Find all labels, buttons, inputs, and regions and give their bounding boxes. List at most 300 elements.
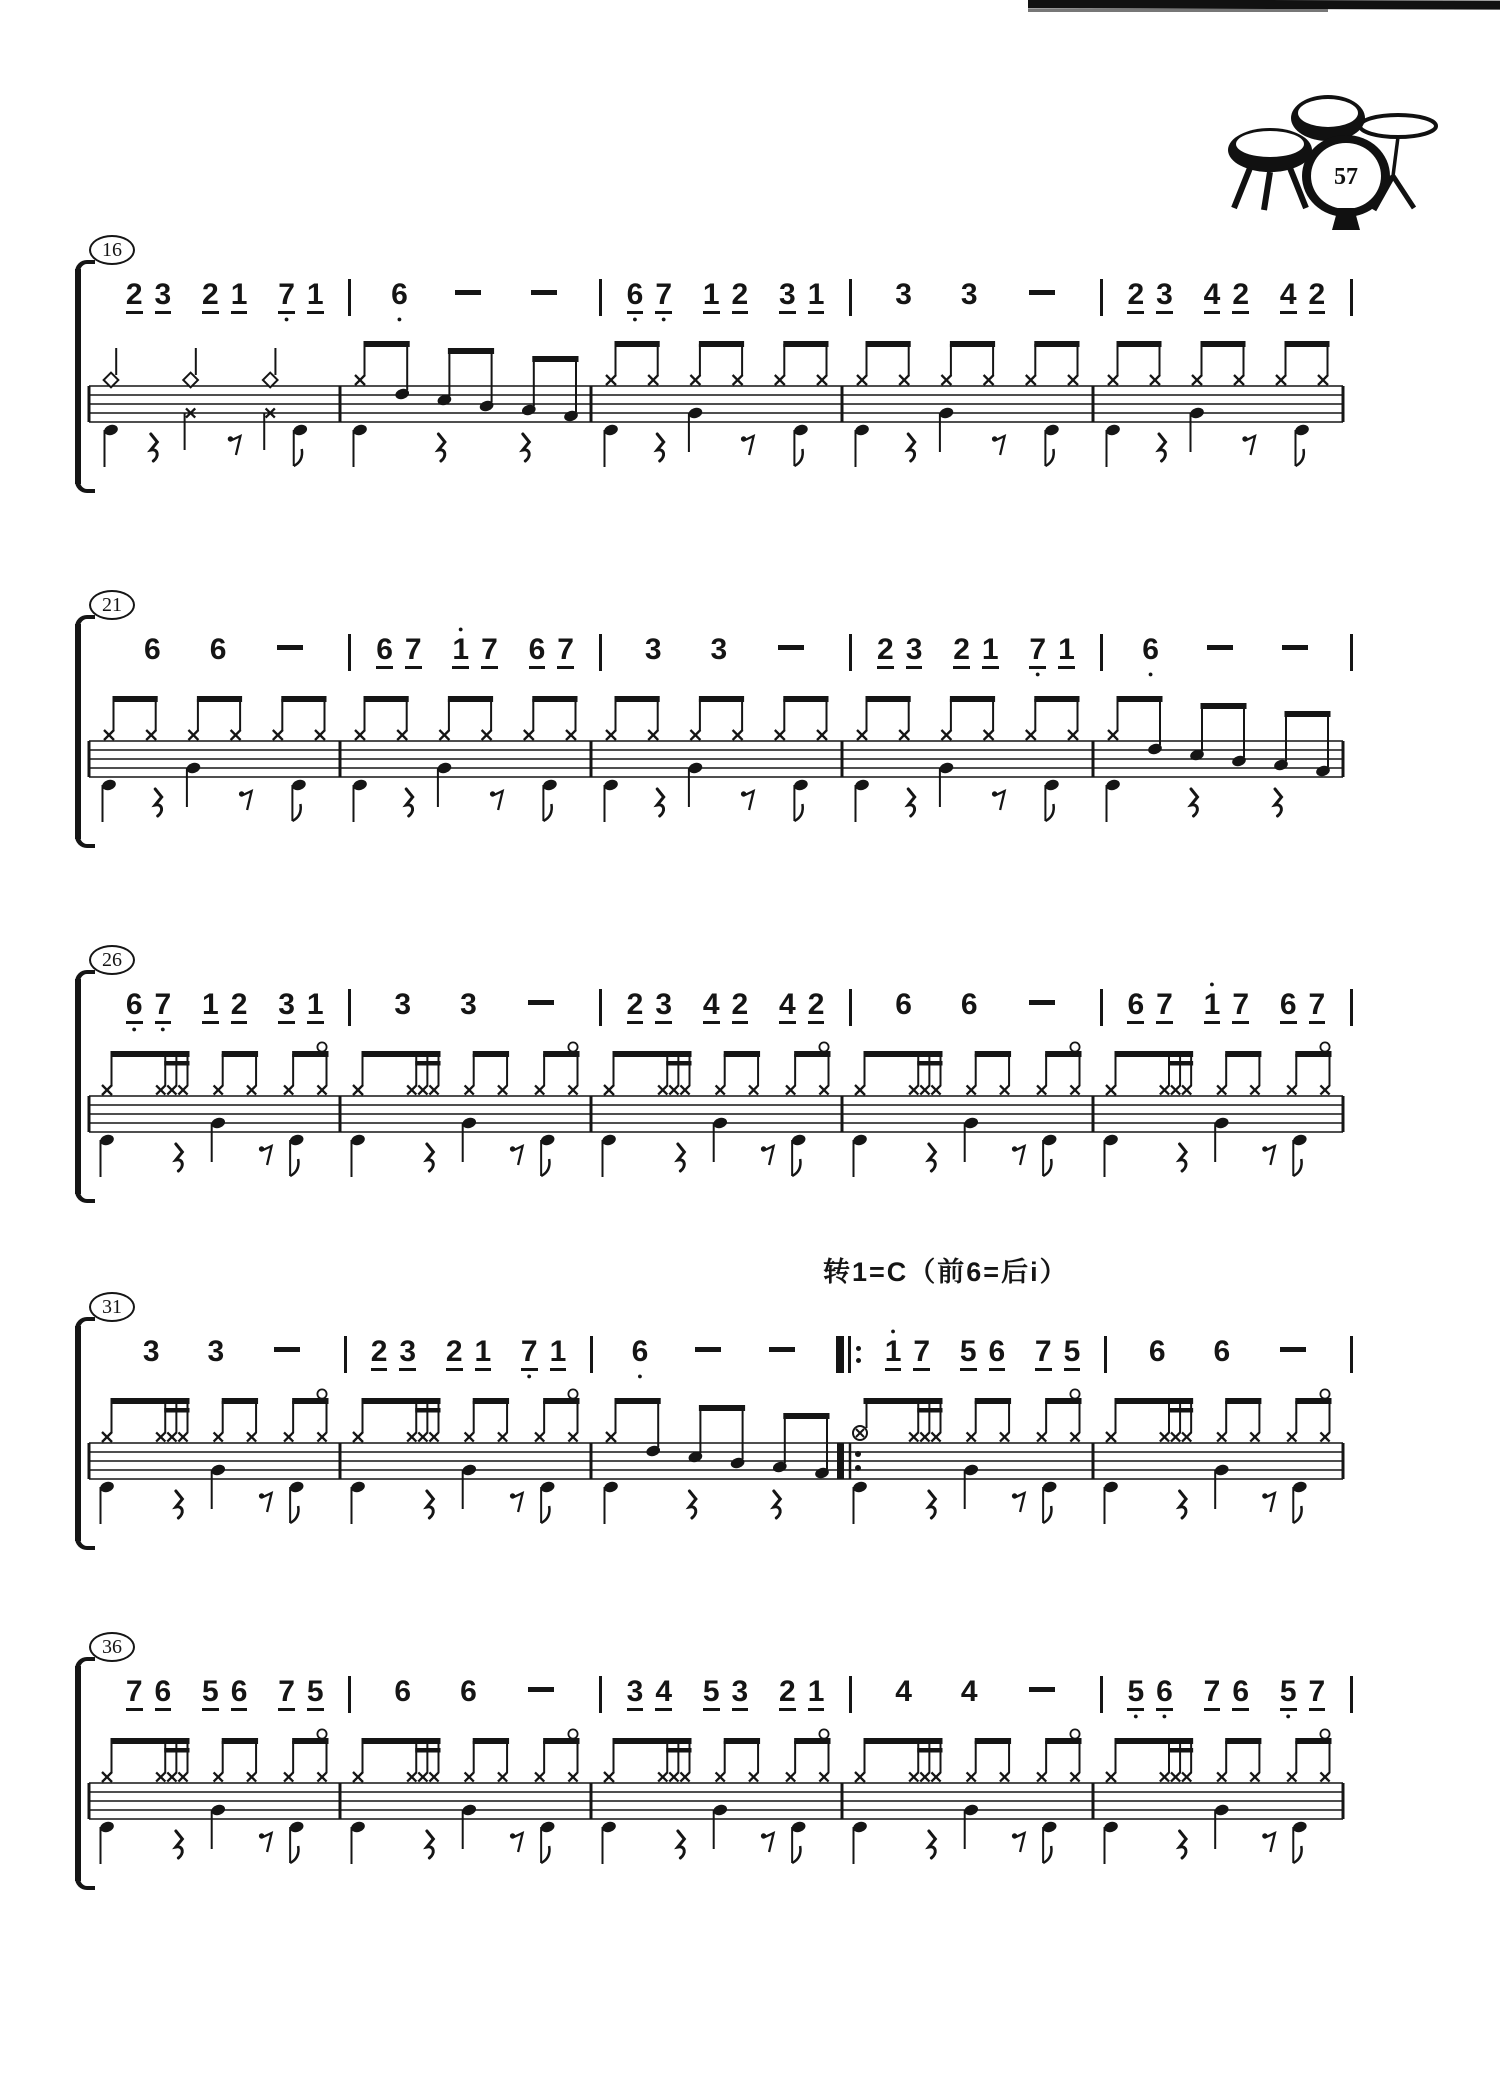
- note-number: 6: [154, 1675, 172, 1708]
- system-bracket: [75, 1326, 89, 1541]
- beam-group: [697, 269, 754, 324]
- note-number: 3: [731, 1675, 749, 1708]
- beam-group: [1029, 1326, 1086, 1381]
- beam-group: [365, 1326, 422, 1381]
- eighth-underline: [779, 1708, 796, 1711]
- jianpu-note: [726, 269, 755, 324]
- beam-group: [120, 979, 177, 1034]
- eighth-underline: [1156, 311, 1173, 314]
- system-bracket: [75, 979, 89, 1194]
- jianpu-measure: [351, 1666, 598, 1721]
- jianpu-note: [621, 269, 650, 324]
- beam-group: [446, 624, 503, 679]
- beam-group: [520, 1666, 562, 1712]
- beam-group: [266, 1326, 308, 1372]
- octave-dot-high: ●: [458, 624, 464, 634]
- jianpu-note: [900, 624, 929, 679]
- note-number: 4: [702, 988, 720, 1021]
- beam-group: [388, 979, 417, 1034]
- drum-kit-illustration: [1226, 80, 1444, 243]
- note-number: 7: [1029, 633, 1047, 666]
- eighth-underline: [1204, 1021, 1221, 1024]
- eighth-underline: [808, 311, 825, 314]
- jianpu-measure: [1103, 269, 1350, 324]
- beam-group: [889, 1666, 918, 1721]
- jianpu-note: [225, 1666, 254, 1721]
- beam-group: [204, 624, 233, 679]
- eighth-underline: [982, 666, 999, 669]
- jianpu-note: [889, 979, 918, 1034]
- eighth-underline: [1309, 1708, 1326, 1711]
- note-number: 2: [230, 988, 248, 1021]
- jianpu-measure: [1103, 1666, 1350, 1721]
- note-number: 6: [1127, 988, 1145, 1021]
- beam-group: [1143, 1326, 1172, 1381]
- jianpu-note: [907, 1326, 936, 1381]
- note-number: 7: [1308, 1675, 1326, 1708]
- note-number: 6: [460, 1675, 477, 1708]
- eighth-underline: [1127, 1021, 1144, 1024]
- note-number: 2: [731, 988, 749, 1021]
- beam-group: [621, 979, 678, 1034]
- jianpu-dash: [1274, 624, 1316, 670]
- eighth-underline: [307, 311, 324, 314]
- note-number: 6: [1213, 1335, 1231, 1368]
- measure-number-badge: 26: [89, 945, 135, 975]
- eighth-underline: [1309, 1021, 1326, 1024]
- beam-group: [515, 1326, 572, 1381]
- eighth-underline: [885, 1368, 902, 1371]
- note-number: 7: [404, 633, 422, 666]
- note-number: 1: [981, 633, 999, 666]
- measure-number-badge: 31: [89, 1292, 135, 1322]
- eighth-underline: [376, 666, 393, 669]
- jianpu-note: [1226, 1666, 1255, 1721]
- octave-dot-low: ●: [1035, 669, 1041, 679]
- jianpu-note: [954, 1326, 983, 1381]
- jianpu-measure: [593, 1326, 836, 1381]
- eighth-underline: [231, 1021, 248, 1024]
- note-number: 6: [1279, 988, 1297, 1021]
- note-number: 3: [895, 278, 912, 311]
- system-bracket: [75, 624, 89, 839]
- jianpu-measure: [351, 624, 598, 679]
- beam-group: [1198, 269, 1255, 324]
- note-number: 1: [702, 278, 720, 311]
- page-number: 57: [1334, 164, 1358, 190]
- jianpu-note: [204, 624, 233, 679]
- eighth-underline: [394, 1021, 411, 1024]
- beam-group: [621, 1666, 678, 1721]
- note-number: 3: [960, 278, 978, 311]
- jianpu-measure: [101, 1666, 348, 1721]
- eighth-underline: [703, 1021, 720, 1024]
- jianpu-note: [889, 1666, 918, 1721]
- eighth-underline: [210, 666, 227, 669]
- jianpu-note: [1208, 1326, 1237, 1381]
- note-number: 3: [278, 988, 295, 1021]
- note-number: 3: [644, 633, 662, 666]
- eighth-underline: [703, 311, 720, 314]
- beam-group: [202, 1326, 231, 1381]
- measure-number-row: [85, 235, 1353, 265]
- eighth-underline: [405, 666, 422, 669]
- octave-dot-low: ●: [1133, 1711, 1139, 1721]
- note-number: 7: [1232, 988, 1249, 1021]
- beam-group: [137, 1326, 166, 1381]
- note-number: 1: [202, 988, 219, 1021]
- note-number: 6: [209, 633, 227, 666]
- note-number: 7: [655, 278, 672, 311]
- beam-group: [269, 624, 311, 670]
- note-number: 7: [125, 1675, 143, 1708]
- eighth-underline: [960, 1368, 977, 1371]
- beam-group: [196, 269, 253, 324]
- note-number: 2: [807, 988, 825, 1021]
- eighth-underline: [1058, 666, 1075, 669]
- drum-staff: [85, 1383, 1347, 1558]
- note-number: 7: [154, 988, 172, 1021]
- dash-mark: [531, 290, 557, 295]
- drum-staff: [85, 326, 1347, 501]
- beam-group: [1023, 624, 1080, 679]
- note-number: 1: [884, 1335, 902, 1368]
- jianpu-note: [301, 1666, 330, 1721]
- beam-group: [770, 624, 812, 670]
- note-number: 6: [394, 1675, 412, 1708]
- eighth-underline: [208, 1368, 225, 1371]
- note-number: 4: [1279, 278, 1297, 311]
- jianpu-note: [639, 624, 668, 679]
- note-number: 5: [1279, 1675, 1297, 1708]
- jianpu-note: [1226, 979, 1255, 1034]
- dash-mark: [528, 1687, 554, 1692]
- beam-group: [889, 269, 918, 324]
- jianpu-note: [621, 979, 650, 1034]
- eighth-underline: [779, 311, 796, 314]
- eighth-underline: [202, 1708, 219, 1711]
- jianpu-line: [101, 1666, 1353, 1721]
- beam-group: [523, 624, 580, 679]
- note-number: 5: [959, 1335, 977, 1368]
- jianpu-dash: [520, 979, 562, 1025]
- drum-staff: [85, 1036, 1347, 1211]
- note-number: 1: [306, 278, 324, 311]
- beam-group: [370, 624, 427, 679]
- beam-group: [1198, 1666, 1255, 1721]
- note-number: 7: [913, 1335, 931, 1368]
- note-number: 6: [960, 988, 978, 1021]
- jianpu-note: [1303, 979, 1332, 1034]
- jianpu-note: [1303, 1666, 1332, 1721]
- eighth-underline: [1204, 1708, 1221, 1711]
- jianpu-measure: [101, 1326, 344, 1381]
- jianpu-note: [1052, 624, 1081, 679]
- note-number: 3: [905, 633, 923, 666]
- eighth-underline: [1156, 1021, 1173, 1024]
- beam-group: [879, 1326, 936, 1381]
- note-number: 7: [1034, 1335, 1052, 1368]
- eighth-underline: [278, 1708, 295, 1711]
- jianpu-note: [983, 1326, 1012, 1381]
- jianpu-note: [225, 979, 254, 1034]
- dash-mark: [769, 1347, 795, 1352]
- beam-group: [385, 269, 414, 324]
- note-number: 1: [807, 1675, 825, 1708]
- jianpu-measure: [852, 979, 1099, 1034]
- key-change-annotation: 转1=C（前6=后i）: [823, 1257, 1069, 1287]
- system-bracket: [75, 269, 89, 484]
- beam-group: [272, 1666, 329, 1721]
- note-number: 6: [1142, 633, 1159, 666]
- dash-mark: [1029, 1000, 1055, 1005]
- eighth-underline: [895, 1021, 912, 1024]
- beam-group: [705, 624, 734, 679]
- octave-dot-low: ●: [660, 314, 667, 324]
- jianpu-note: [301, 269, 330, 324]
- note-number: 6: [988, 1335, 1006, 1368]
- dash-mark: [528, 1000, 554, 1005]
- eighth-underline: [155, 311, 172, 314]
- note-number: 7: [557, 633, 574, 666]
- measure-number-row: [85, 945, 1353, 975]
- note-number: 5: [702, 1675, 720, 1708]
- jianpu-note: [889, 269, 918, 324]
- jianpu-measure: [1103, 624, 1350, 679]
- eighth-underline: [627, 1021, 644, 1024]
- jianpu-note: [976, 624, 1005, 679]
- octave-dot-low: ●: [632, 314, 638, 324]
- jianpu-measure: [1107, 1326, 1350, 1381]
- eighth-underline: [1232, 311, 1249, 314]
- eighth-underline: [1204, 311, 1221, 314]
- note-number: 5: [1063, 1335, 1081, 1368]
- eighth-underline: [460, 1708, 477, 1711]
- jianpu-dash: [761, 1326, 803, 1372]
- jianpu-note: [947, 624, 976, 679]
- dash-mark: [1029, 1687, 1055, 1692]
- note-number: 7: [481, 633, 498, 666]
- eighth-underline: [732, 311, 749, 314]
- jianpu-measure: [852, 1666, 1099, 1721]
- beam-group: [955, 269, 984, 324]
- note-number: 6: [528, 633, 546, 666]
- jianpu-note: [454, 1666, 483, 1721]
- octave-dot-low: ●: [1285, 1711, 1291, 1721]
- beam-group: [1021, 269, 1063, 315]
- jianpu-note: [454, 979, 483, 1034]
- measure-number-row: [85, 1632, 1353, 1662]
- jianpu-note: [802, 979, 831, 1034]
- jianpu-measure: [602, 1666, 849, 1721]
- barline: [1350, 989, 1353, 1026]
- drum-staff: [85, 1723, 1347, 1898]
- jianpu-note: [149, 979, 178, 1034]
- eighth-underline: [877, 666, 894, 669]
- note-number: 3: [142, 1335, 160, 1368]
- note-number: 2: [125, 278, 143, 311]
- jianpu-note: [475, 624, 504, 679]
- note-number: 5: [202, 1675, 219, 1708]
- jianpu-note: [272, 269, 301, 324]
- jianpu-note: [515, 1326, 544, 1381]
- dash-mark: [274, 1347, 300, 1352]
- jianpu-note: [551, 624, 580, 679]
- note-number: 1: [807, 278, 825, 311]
- jianpu-note: [773, 979, 802, 1034]
- eighth-underline: [307, 1708, 324, 1711]
- jianpu-measure: [602, 269, 849, 324]
- eighth-underline: [460, 1021, 477, 1024]
- note-number: 6: [1232, 1675, 1249, 1708]
- jianpu-note: [1150, 269, 1179, 324]
- jianpu-note: [871, 624, 900, 679]
- note-number: 2: [370, 1335, 388, 1368]
- note-number: 6: [1148, 1335, 1166, 1368]
- note-number: 3: [655, 988, 672, 1021]
- jianpu-dash: [1272, 1326, 1314, 1372]
- note-number: 7: [520, 1335, 538, 1368]
- note-number: 6: [125, 988, 143, 1021]
- note-number: 2: [1232, 278, 1249, 311]
- score-system-21: [85, 590, 1353, 856]
- jianpu-note: [955, 979, 984, 1034]
- beam-group: [454, 979, 483, 1034]
- eighth-underline: [895, 311, 912, 314]
- beam-group: [697, 1666, 754, 1721]
- eighth-underline: [278, 1021, 295, 1024]
- beam-group: [1272, 1326, 1314, 1372]
- beam-group: [761, 1326, 803, 1372]
- repeat-start-sign: [836, 1336, 861, 1373]
- eighth-underline: [446, 1368, 463, 1371]
- jianpu-line: [101, 269, 1353, 324]
- jianpu-measure: [861, 1326, 1104, 1381]
- drum-kit-icon: [1226, 80, 1444, 238]
- beam-group: [272, 979, 329, 1034]
- jianpu-measure: [602, 979, 849, 1034]
- jianpu-measure: [101, 624, 348, 679]
- beam-group: [1021, 979, 1063, 1025]
- jianpu-dash: [269, 624, 311, 670]
- note-number: 7: [278, 1675, 295, 1708]
- eighth-underline: [645, 666, 662, 669]
- jianpu-note: [272, 1666, 301, 1721]
- note-number: 3: [394, 988, 412, 1021]
- beam-group: [120, 1666, 177, 1721]
- eighth-underline: [989, 1368, 1006, 1371]
- jianpu-measure: [101, 269, 348, 324]
- jianpu-dash: [687, 1326, 729, 1372]
- eighth-underline: [202, 1021, 219, 1024]
- eighth-underline: [1064, 1368, 1081, 1371]
- note-number: 1: [474, 1335, 492, 1368]
- eighth-underline: [627, 1708, 644, 1711]
- eighth-underline: [481, 666, 498, 669]
- note-number: 6: [631, 1335, 649, 1368]
- note-number: 2: [1127, 278, 1145, 311]
- jianpu-line: [101, 1326, 1353, 1381]
- note-number: 1: [452, 633, 470, 666]
- note-number: 6: [626, 278, 644, 311]
- measure-number-row: [85, 1292, 1353, 1322]
- jianpu-dash: [1021, 269, 1063, 315]
- eighth-underline: [953, 666, 970, 669]
- beam-group: [773, 979, 830, 1034]
- jianpu-note: [1121, 269, 1150, 324]
- eighth-underline: [808, 1021, 825, 1024]
- eighth-underline: [557, 666, 574, 669]
- score-system-26: [85, 945, 1353, 1211]
- note-number: 7: [1308, 988, 1326, 1021]
- note-number: 3: [154, 278, 172, 311]
- beam-group: [1199, 624, 1241, 670]
- eighth-underline: [1232, 1021, 1249, 1024]
- note-number: 7: [278, 278, 295, 311]
- jianpu-note: [1150, 1666, 1179, 1721]
- eighth-underline: [1280, 311, 1297, 314]
- jianpu-note: [1274, 269, 1303, 324]
- note-number: 3: [779, 278, 796, 311]
- jianpu-note: [196, 979, 225, 1034]
- jianpu-note: [649, 979, 678, 1034]
- jianpu-measure: [602, 624, 849, 679]
- jianpu-note: [955, 1666, 984, 1721]
- jianpu-note: [726, 979, 755, 1034]
- note-number: 6: [895, 988, 912, 1021]
- beam-group: [1121, 1666, 1178, 1721]
- jianpu-note: [1029, 1326, 1058, 1381]
- octave-dot-high: ●: [890, 1326, 896, 1336]
- jianpu-dash: [770, 624, 812, 670]
- jianpu-note: [149, 269, 178, 324]
- jianpu-note: [773, 1666, 802, 1721]
- beam-group: [1208, 1326, 1237, 1381]
- note-number: 3: [626, 1675, 644, 1708]
- beam-group: [388, 1666, 417, 1721]
- eighth-underline: [961, 1708, 978, 1711]
- beam-group: [871, 624, 928, 679]
- beam-group: [1021, 1666, 1063, 1712]
- jianpu-note: [301, 979, 330, 1034]
- jianpu-note: [393, 1326, 422, 1381]
- note-number: 3: [1156, 278, 1173, 311]
- note-number: 2: [445, 1335, 463, 1368]
- note-number: 2: [1308, 278, 1326, 311]
- jianpu-note: [469, 1326, 498, 1381]
- note-number: 4: [779, 988, 796, 1021]
- jianpu-note: [1198, 979, 1227, 1034]
- eighth-underline: [126, 311, 143, 314]
- note-number: 7: [1156, 988, 1173, 1021]
- eighth-underline: [961, 311, 978, 314]
- jianpu-note: [697, 1666, 726, 1721]
- jianpu-measure: [351, 979, 598, 1034]
- note-number: 4: [1203, 278, 1221, 311]
- note-number: 4: [895, 1675, 912, 1708]
- note-number: 2: [779, 1675, 796, 1708]
- note-number: 6: [1156, 1675, 1173, 1708]
- eighth-underline: [1280, 1021, 1297, 1024]
- jianpu-note: [955, 269, 984, 324]
- eighth-underline: [1035, 1368, 1052, 1371]
- jianpu-measure: [1103, 979, 1350, 1034]
- beam-group: [447, 269, 489, 315]
- jianpu-measure: [351, 269, 598, 324]
- jianpu-note: [726, 1666, 755, 1721]
- jianpu-note: [1226, 269, 1255, 324]
- eighth-underline: [913, 1368, 930, 1371]
